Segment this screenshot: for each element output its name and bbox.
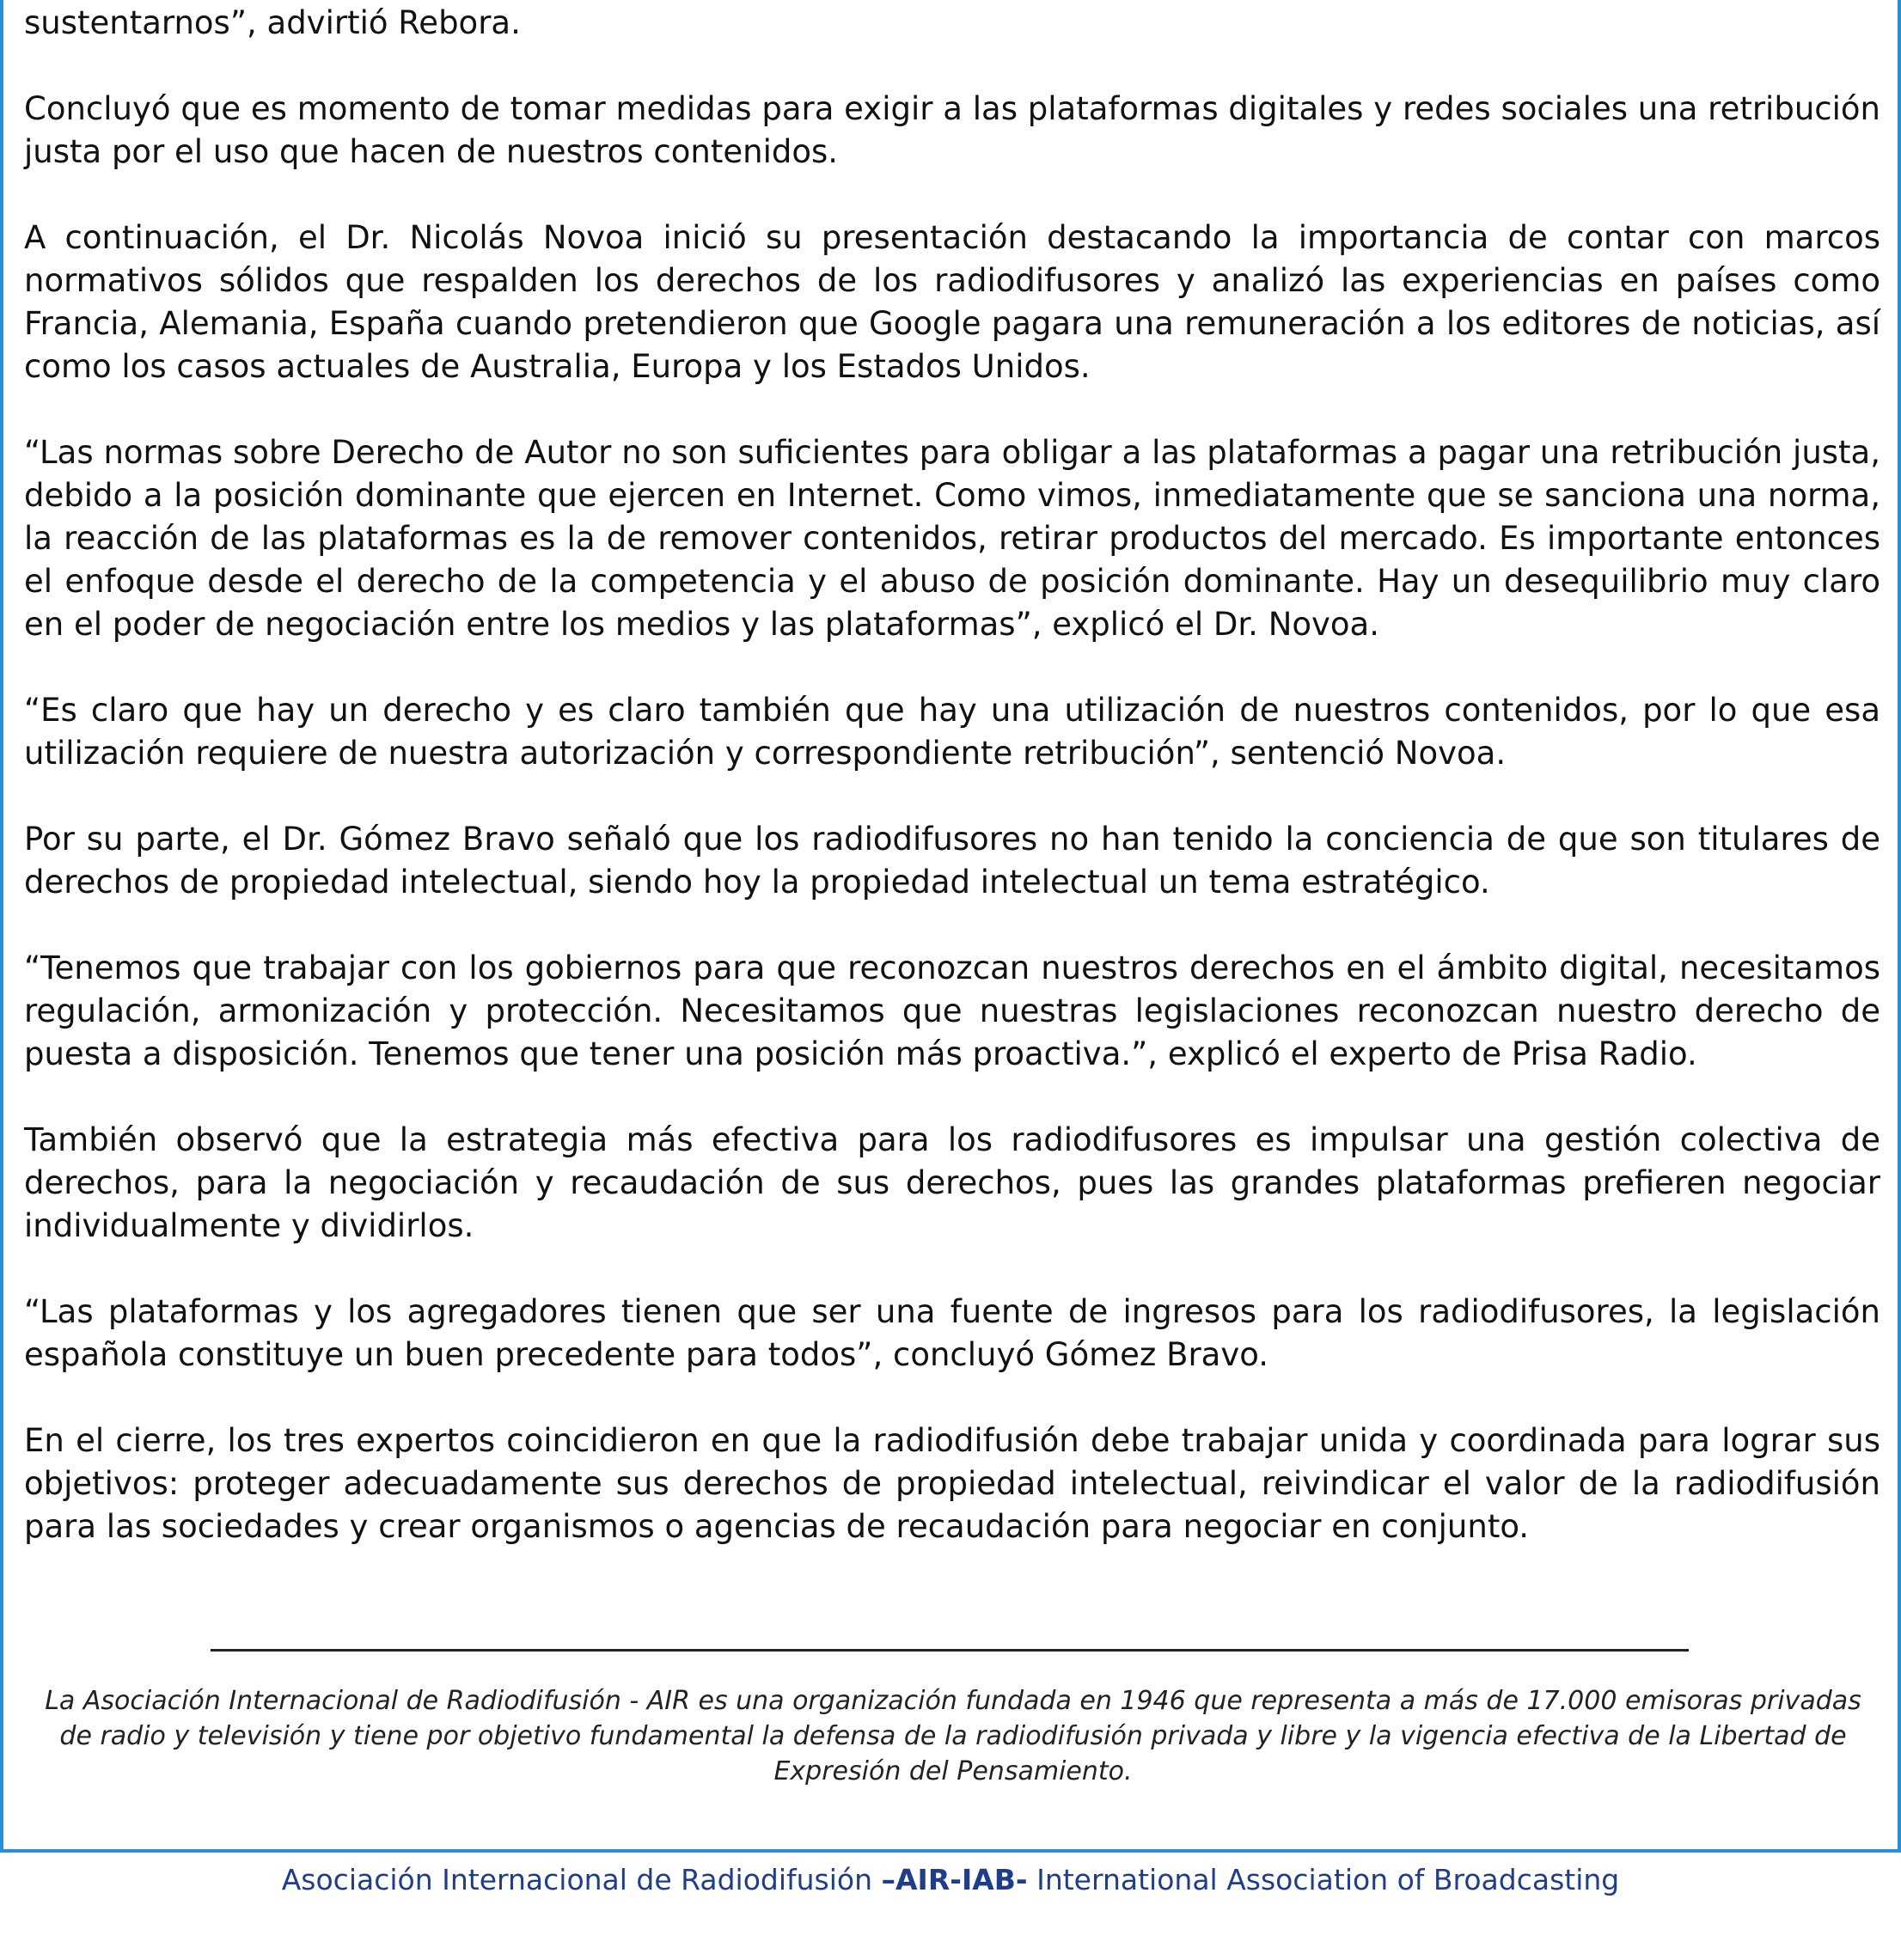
- paragraph-3: A continuación, el Dr. Nicolás Novoa inició su presentación destacando la importancia de contar con marcos normativos sólidos que respalden los derechos de los radiodifusores y analizó las experiencias en países como Francia, Alemania, España cuando pretendieron que Google pagara una remuneración a los editores de noticias, así como los casos actuales de Australia, Europa y los Estados Unidos.: [24, 219, 1880, 385]
- paragraph-7: “Tenemos que trabajar con los gobiernos para que reconozcan nuestros derechos en el ámbito digital, necesitamos regulación, armonización y protección. Necesitamos que nuestras legislaciones reconozcan nuestro derecho de puesta a disposición. Tenemos que tener una posición más proactiva.”, explicó el experto de Prisa Radio.: [24, 949, 1880, 1072]
- paragraph-8: También observó que la estrategia más efectiva para los radiodifusores es impulsar una gestión colectiva de derechos, para la negociación y recaudación de sus derechos, pues las grandes plataformas prefieren negociar individualmente y dividirlos.: [24, 1121, 1880, 1244]
- article-body: [24, 0, 1880, 1591]
- paragraph-1: sustentarnos”, advirtió Rebora.: [24, 4, 521, 41]
- paragraph-2: Concluyó que es momento de tomar medidas para exigir a las plataformas digitales y redes sociales una retribución justa por el uso que hacen de nuestros contenidos.: [24, 90, 1880, 170]
- paragraph-4: “Las normas sobre Derecho de Autor no son suficientes para obligar a las plataformas a pagar una retribución justa, debido a la posición dominante que ejercen en Internet. Como vimos, inmediatamente que se sanciona una norma, la reacción de las plataformas es la de remover contenidos, retirar productos del mercado. Es importante entonces el enfoque desde el derecho de la competencia y el abuso de posición dominante. Hay un desequilibrio muy claro en el poder de negociación entre los medios y las plataformas”, explicó el Dr. Novoa.: [24, 434, 1880, 643]
- page-footer: [0, 1859, 1901, 1910]
- footer-org-name-en: International Association of Broadcasting: [1027, 1863, 1620, 1896]
- paragraph-6: Por su parte, el Dr. Gómez Bravo señaló que los radiodifusores no han tenido la conciencia de que son titulares de derechos de propiedad intelectual, siendo hoy la propiedad intelectual un tema estratégico.: [24, 821, 1880, 901]
- paragraph-5: “Es claro que hay un derecho y es claro también que hay una utilización de nuestros contenidos, por lo que esa utilización requiere de nuestra autorización y correspondiente retribución”, sentenció Novoa.: [24, 692, 1880, 772]
- paragraph-9: “Las plataformas y los agregadores tienen que ser una fuente de ingresos para los radiodifusores, la legislación española constituye un buen precedente para todos”, concluyó Gómez Bravo.: [24, 1293, 1880, 1373]
- paragraph-10: En el cierre, los tres expertos coincidieron en que la radiodifusión debe trabajar unida y coordinada para lograr sus objetivos: proteger adecuadamente sus derechos de propiedad intelectual, reivindicar el valor de la radiodifusión para las sociedades y crear organismos o agencias de recaudación para negociar en conjunto.: [24, 1422, 1880, 1545]
- footer-acronym: –AIR-IAB-: [881, 1863, 1028, 1896]
- footer-org-name-es: Asociación Internacional de Radiodifusión: [281, 1863, 882, 1896]
- about-air-statement: La Asociación Internacional de Radiodifusión - AIR es una organización fundada en 1946 que representa a más de 17.000 emisoras privadas de radio y televisión y tiene por objetivo fundamental la defensa de la radiodifusión privada y libre y la vigencia efectiva de la Libertad de Expresión del Pensamiento.: [45, 1686, 1861, 1786]
- divider-line: [211, 1649, 1689, 1652]
